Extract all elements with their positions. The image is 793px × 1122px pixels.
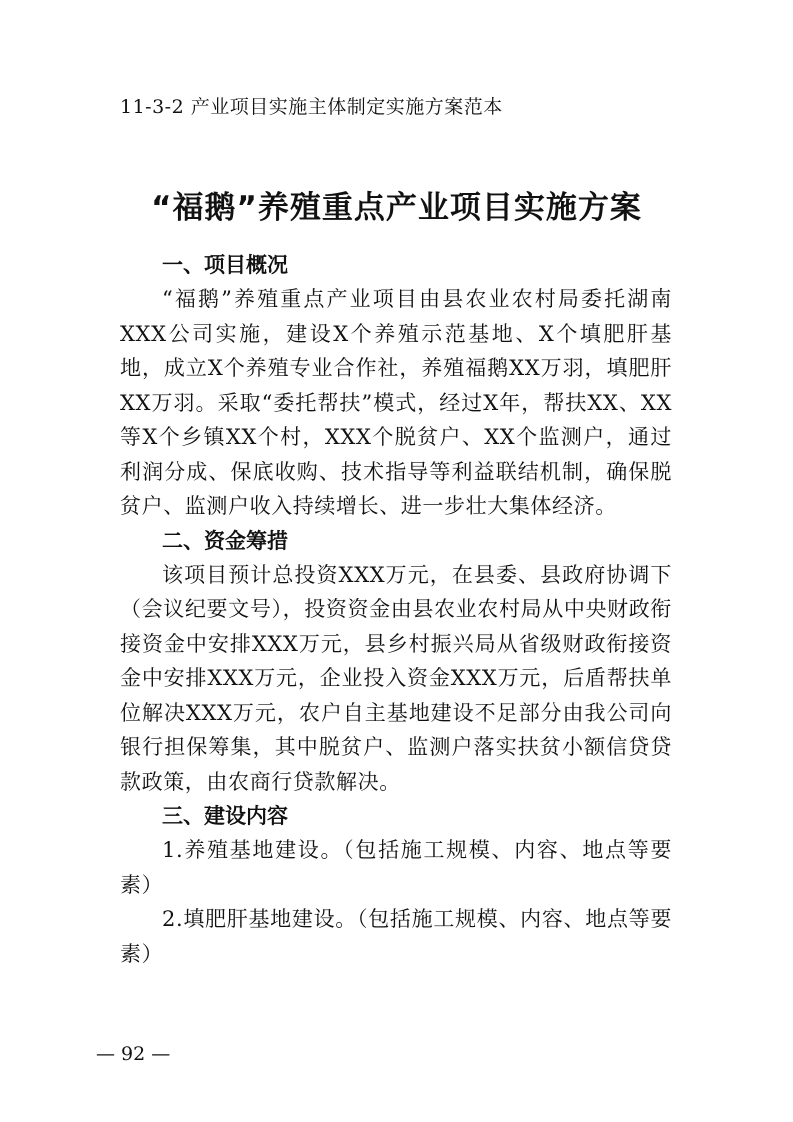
paragraph: “福鹅”养殖重点产业项目由县农业农村局委托湖南XXX公司实施，建设X个养殖示范基地、X个填肥肝基地，成立X个养殖专业合作社，养殖福鹅XX万羽，填肥肝XX万羽。采取“委托帮扶”模式，经过X年，帮扶XX、XX等X个乡镇XX个村，XXX个脱贫户、XX个监测户，通过利润分成、保底收购、技术指导等利益联结机制，确保脱贫户、监测户收入持续增长、进一步壮大集体经济。 (120, 287, 672, 518)
section-heading: 三、建设内容 (162, 804, 288, 828)
paragraph: 2.填肥肝基地建设。（包括施工规模、内容、地点等要素） (120, 907, 672, 966)
paragraph: 该项目预计总投资XXX万元，在县委、县政府协调下（会议纪要文号），投资资金由县农业农村局从中央财政衔接资金中安排XXX万元，县乡村振兴局从省级财政衔接资金中安排XXX万元，企业投入资金XXX万元，后盾帮扶单位解决XXX万元，农户自主基地建设不足部分由我公司向银行担保筹集，其中脱贫户、监测户落实扶贫小额信贷贷款政策，由农商行贷款解决。 (120, 562, 672, 794)
document-title: “福鹅”养殖重点产业项目实施方案 (151, 190, 642, 226)
section-heading: 二、资金筹措 (162, 528, 288, 553)
document-code: 11-3-2 产业项目实施主体制定实施方案范本 (120, 96, 503, 118)
page-number: — 92 — (96, 1043, 171, 1065)
section-funding (120, 524, 672, 800)
section-heading: 一、项目概况 (162, 253, 288, 277)
document-body (120, 248, 672, 971)
section-construction (120, 799, 672, 971)
section-overview (120, 248, 672, 524)
paragraph: 1.养殖基地建设。（包括施工规模、内容、地点等要素） (120, 838, 672, 897)
